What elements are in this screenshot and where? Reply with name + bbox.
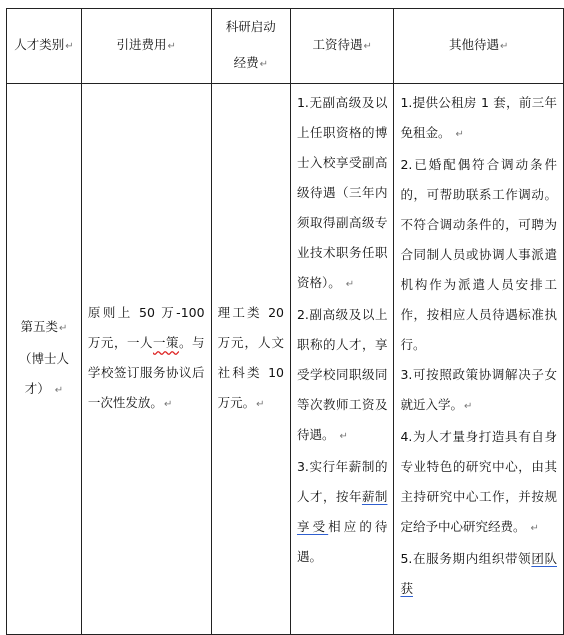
cell-salary: 1.无副高级及以上任职资格的博士入校享受副高级待遇（三年内须取得副高级专业技术职务任职资格）。 ↵ 2.副高级及以上职称的人才，享受学校同职级同等次教师工资及待遇。 ↵ 3.实行年薪制的人才，按年薪制享受相应的待遇。 [290, 84, 393, 635]
paragraph-mark: ↵ [167, 41, 176, 52]
paragraph-mark: ↵ [163, 399, 173, 410]
cell-fund: 理工类 20 万元，人文社科类 10 万元。↵ [211, 84, 290, 635]
paragraph-mark: ↵ [500, 41, 509, 52]
paragraph-mark: ↵ [339, 431, 348, 442]
header-fund: 科研启动 经费↵ [211, 9, 290, 84]
cut-off-heading [0, 0, 564, 8]
header-fee: 引进费用↵ [81, 9, 211, 84]
talent-benefits-table [6, 8, 564, 635]
cell-fee: 原则上 50 万-100 万元，一人一策。与学校签订服务协议后一次性发放。↵ [81, 84, 211, 635]
spellcheck-underline: 一策 [152, 335, 180, 350]
paragraph-mark: ↵ [530, 523, 539, 534]
paragraph-mark: ↵ [363, 41, 372, 52]
paragraph-mark: ↵ [455, 129, 464, 140]
paragraph-mark: ↵ [259, 59, 268, 70]
paragraph-mark: ↵ [59, 323, 68, 334]
paragraph-mark: ↵ [463, 401, 473, 412]
grammar-underline: 团队获 [400, 551, 557, 596]
header-other: 其他待遇↵ [394, 9, 564, 84]
table-row [7, 84, 564, 635]
header-row [7, 9, 564, 84]
paragraph-mark: ↵ [65, 41, 74, 52]
paragraph-mark: ↵ [345, 279, 355, 290]
cell-other: 1.提供公租房 1 套，前三年免租金。 ↵ 2.已婚配偶符合调动条件的，可帮助联系工作调动。不符合调动条件的，可聘为合同制人员或协调人事派遣机构作为派遣人员安排工作，按相应人员待遇标准执行。 3.可按照政策协调解决子女就近入学。↵ 4.为人才量身打造具有自身专业特色的研究中心，由其主持研究中心工作，并按规定给予中心研究经费。 ↵ 5.在服务期内组织带领团队获 [394, 84, 564, 635]
header-category: 人才类别↵ [7, 9, 82, 84]
paragraph-mark: ↵ [54, 385, 64, 396]
paragraph-mark: ↵ [256, 399, 265, 410]
cell-category: 第五类↵ （博士人 才） ↵ [7, 84, 82, 635]
grammar-underline: 薪制享受 [296, 489, 388, 534]
header-salary: 工资待遇↵ [290, 9, 393, 84]
